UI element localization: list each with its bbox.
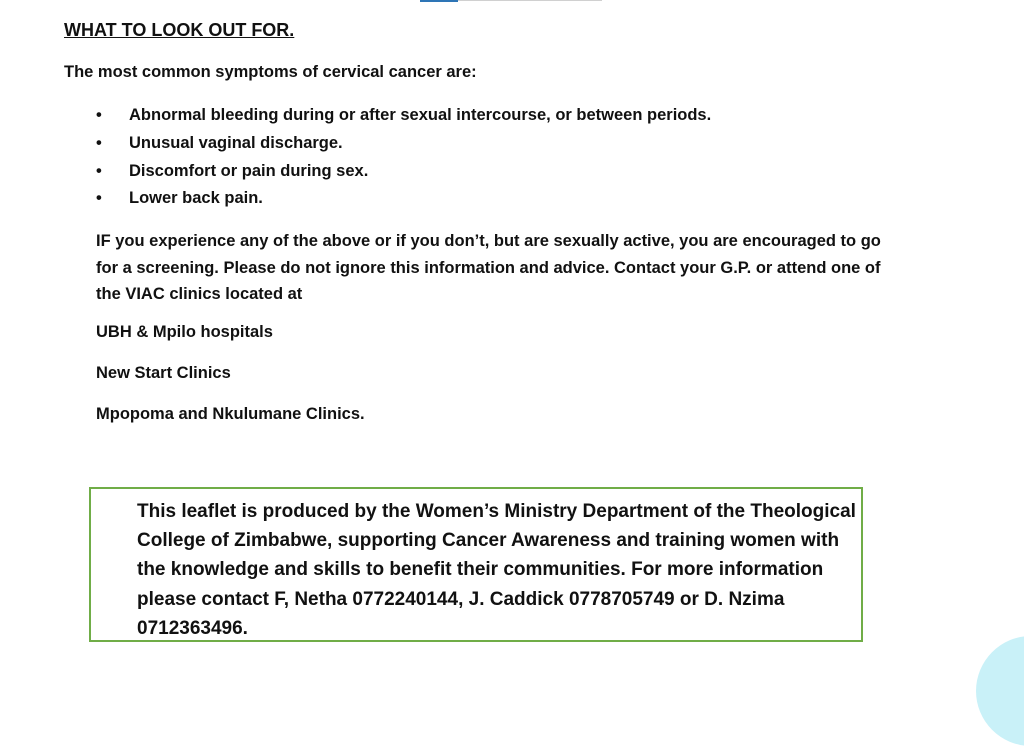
bullet-icon: • [96,133,102,152]
page-heading: WHAT TO LOOK OUT FOR. [64,20,295,40]
leaflet-info-text: This leaflet is produced by the Women’s Ministry Department of the Theological College of Zimbabwe, supporting Cancer Awareness and training women with the knowledge and skills to benefit their communities. For more information please contact F, Netha 0772240144, J. Caddick 0778705749 or D. Nzima 0712363496. [137,501,856,639]
symptom-list [96,104,711,215]
bullet-icon: • [96,106,102,124]
symptom-text: Lower back pain. [129,189,263,208]
symptom-text: Unusual vaginal discharge. [129,133,343,152]
top-divider-line [458,0,602,1]
advice-paragraph: IF you experience any of the above or if you don’t, but are sexually active, you are encouraged to go for a screening. Please do not ignore this information and advice. Contact your G.P. or attend one of the VIAC clinics located at [96,232,881,303]
list-item [96,132,711,160]
bullet-icon: • [96,161,102,180]
top-accent-bar [420,0,458,2]
list-item [96,104,711,132]
clinic-location: New Start Clinics [96,364,231,382]
list-item [96,187,711,215]
symptom-text: Abnormal bleeding during or after sexual intercourse, or between periods. [129,106,712,124]
clinic-location: Mpopoma and Nkulumane Clinics. [96,405,365,423]
decorative-circle [976,636,1024,746]
intro-text: The most common symptoms of cervical cancer are: [64,63,477,81]
symptom-text: Discomfort or pain during sex. [129,161,369,180]
clinic-location: UBH & Mpilo hospitals [96,323,273,341]
leaflet-info-box [89,487,863,642]
bullet-icon: • [96,189,102,208]
list-item [96,160,711,188]
